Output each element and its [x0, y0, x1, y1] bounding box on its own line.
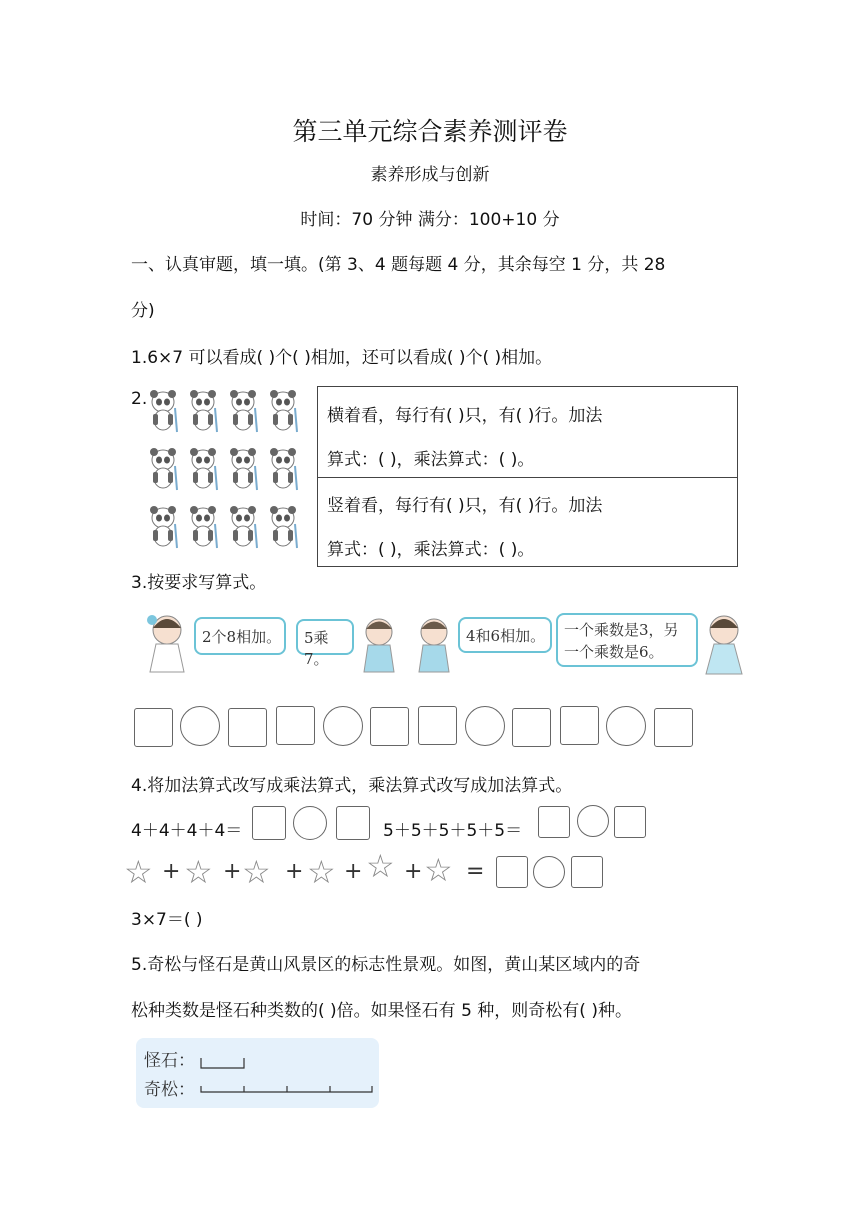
operator-circle[interactable] [293, 806, 327, 840]
star-icon: ☆ [242, 853, 271, 891]
speech-bubble-3 [458, 617, 552, 653]
star-icon: ☆ [307, 853, 336, 891]
answer-box[interactable] [614, 806, 646, 838]
operator-circle[interactable] [323, 706, 363, 746]
plus-sign: + [223, 859, 242, 884]
answer-box[interactable] [571, 856, 603, 888]
bubble-2-text: 5乘7。 [304, 629, 329, 668]
girl-character-left-icon [142, 612, 192, 678]
operator-circle[interactable] [606, 706, 646, 746]
row-horizontal-line1: 横着看，每行有( )只，有( )行。加法 [327, 406, 603, 426]
time-info: 时间：70 分钟 满分：100+10 分 [300, 210, 560, 230]
plus-sign: + [344, 859, 363, 884]
panda-grid [148, 386, 308, 558]
answer-box[interactable] [512, 708, 551, 747]
answer-box[interactable] [252, 806, 286, 840]
question-1: 1.6×7 可以看成( )个( )相加，还可以看成( )个( )相加。 [131, 348, 553, 368]
answer-box[interactable] [418, 706, 457, 745]
question-5-line2: 松种类数是怪石种类数的( )倍。如果怪石有 5 种，则奇松有( )种。 [131, 1001, 632, 1021]
answer-box[interactable] [228, 708, 267, 747]
plus-sign: + [162, 859, 181, 884]
row-vertical-line2: 算式：( )，乘法算式：( )。 [327, 540, 535, 560]
answer-box[interactable] [538, 806, 570, 838]
row-horizontal-line2: 算式：( )，乘法算式：( )。 [327, 450, 535, 470]
panda-illustration [148, 386, 308, 558]
expr-add-5: 5＋5＋5＋5＋5＝ [383, 821, 523, 841]
star-icon: ☆ [184, 853, 213, 891]
operator-circle[interactable] [533, 856, 565, 888]
label-guaishi: 怪石： [144, 1051, 195, 1071]
operator-circle[interactable] [577, 805, 609, 837]
boy-character-left-icon [358, 614, 400, 676]
answer-box[interactable] [560, 706, 599, 745]
speech-bubble-4 [556, 613, 698, 667]
section-heading-cont: 分) [131, 301, 155, 321]
answer-box[interactable] [370, 707, 409, 746]
boy-character-right-icon [412, 614, 456, 676]
star-icon: ☆ [424, 851, 453, 889]
guaishi-segment [201, 1058, 244, 1068]
page-title: 第三单元综合素养测评卷 [292, 117, 568, 146]
star-icon: ☆ [366, 847, 395, 885]
star-icon: ☆ [124, 853, 153, 891]
question-5-line1: 5.奇松与怪石是黄山风景区的标志性景观。如图，黄山某区域内的奇 [131, 955, 641, 975]
plus-sign: + [285, 859, 304, 884]
bubble-1-text: 2个8相加。 [202, 628, 282, 646]
expr-mult-3x7: 3×7＝( ) [131, 910, 203, 930]
question-4: 4.将加法算式改写成乘法算式，乘法算式改写成加法算式。 [131, 776, 573, 796]
question-2-number: 2. [131, 389, 148, 409]
section-heading: 一、认真审题，填一填。(第 3、4 题每题 4 分，其余每空 1 分，共 28 [131, 255, 666, 275]
segment-diagram [136, 1038, 379, 1108]
equals-sign: = [466, 859, 485, 884]
speech-bubble-1 [194, 617, 286, 655]
answer-box[interactable] [496, 856, 528, 888]
speech-bubble-2 [296, 619, 354, 668]
plus-sign: + [404, 859, 423, 884]
answer-box[interactable] [336, 806, 370, 840]
bubble-3-text: 4和6相加。 [466, 627, 546, 645]
table-row-horizontal [318, 387, 737, 478]
label-qisong: 奇松： [144, 1080, 195, 1100]
segment-bars [200, 1050, 378, 1100]
panda-answer-table [317, 386, 738, 567]
row-vertical-line1: 竖着看，每行有( )只，有( )行。加法 [327, 496, 603, 516]
answer-box[interactable] [276, 706, 315, 745]
bubble-4-text-line1: 一个乘数是3，另 [564, 621, 679, 639]
page-subtitle: 素养形成与创新 [370, 165, 490, 185]
operator-circle[interactable] [465, 706, 505, 746]
expr-add-4: 4＋4＋4＋4＝ [131, 821, 243, 841]
operator-circle[interactable] [180, 706, 220, 746]
table-row-vertical [318, 477, 737, 567]
answer-box[interactable] [134, 708, 173, 747]
answer-box[interactable] [654, 708, 693, 747]
question-3: 3.按要求写算式。 [131, 573, 267, 593]
bubble-4-text-line2: 一个乘数是6。 [564, 643, 664, 661]
girl-character-right-icon [702, 612, 746, 678]
